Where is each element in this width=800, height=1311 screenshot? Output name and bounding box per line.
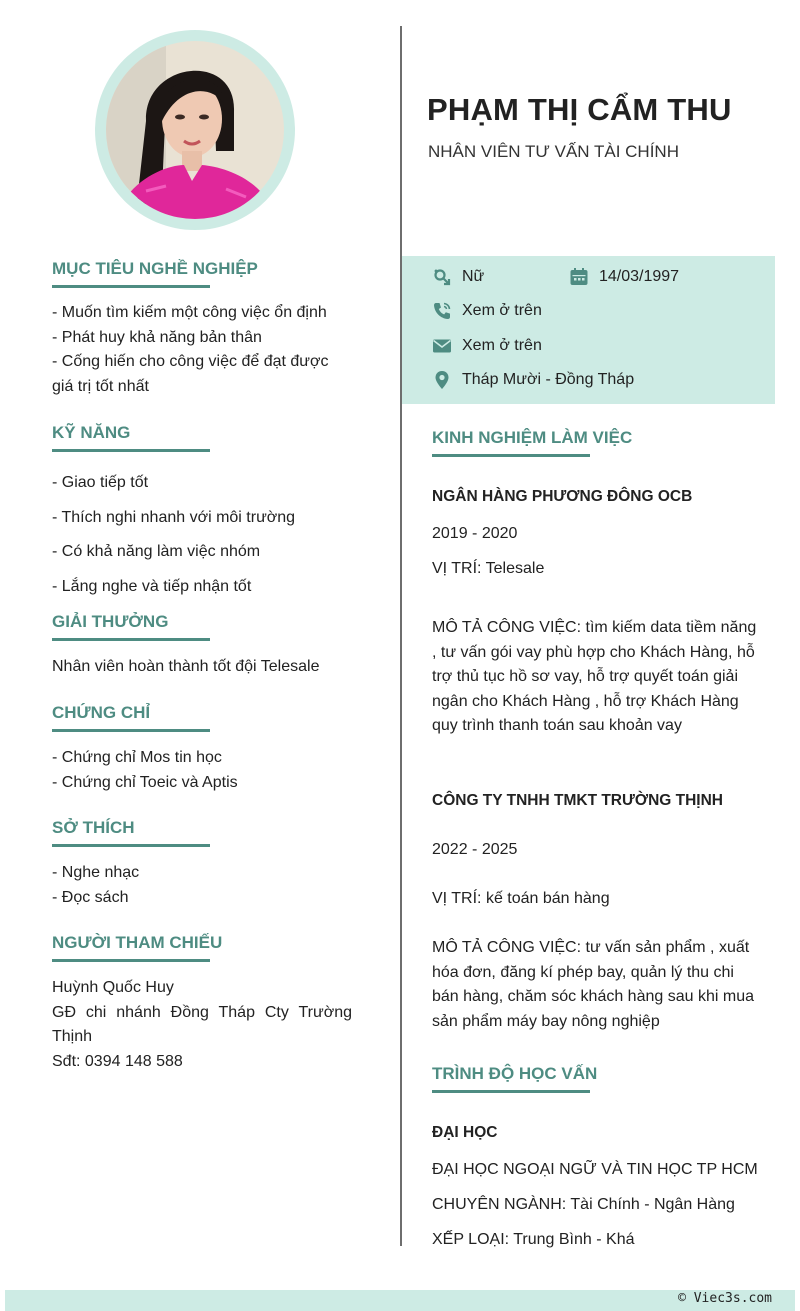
job-description: MÔ TẢ CÔNG VIỆC: tư vấn sản phẩm , xuất hóa đơn, đăng kí phép bay, quản lý thu chi bán hàng, chăm sóc khách hàng sau khi mua sản phẩm máy bay nông nghiệp (432, 939, 754, 1030)
experience-heading: KINH NGHIỆM LÀM VIỆC (432, 428, 590, 457)
email-value: Xem ở trên (462, 337, 542, 354)
portrait-image (106, 41, 284, 219)
reference-position: GĐ chi nhánh Đồng Tháp Cty Trường Thịnh (52, 1003, 352, 1045)
candidate-name: PHẠM THỊ CẨM THU (427, 92, 732, 127)
list-item: - Lắng nghe và tiếp nhận tốt (52, 577, 252, 595)
list-item: - Phát huy khả năng bản thân (52, 328, 262, 346)
email-icon (432, 336, 452, 356)
footer-copyright: © Viec3s.com (678, 1291, 772, 1306)
list-item: - Thích nghi nhanh với môi trường (52, 508, 296, 526)
company-name: CÔNG TY TNHH TMKT TRƯỜNG THỊNH (432, 792, 723, 809)
references-heading: NGƯỜI THAM CHIẾU (52, 933, 210, 962)
job-position: VỊ TRÍ: kế toán bán hàng (432, 890, 610, 907)
gender-value: Nữ (462, 268, 485, 285)
hobbies-list (52, 861, 352, 910)
reference-phone: Sđt: 0394 148 588 (52, 1052, 183, 1070)
list-item: - Chứng chỉ Toeic và Aptis (52, 773, 238, 791)
calendar-icon (569, 267, 589, 287)
certificates-heading: CHỨNG CHỈ (52, 703, 210, 732)
footer-bar (5, 1290, 795, 1311)
company-name: NGÂN HÀNG PHƯƠNG ĐÔNG OCB (432, 488, 693, 505)
career-goal-list (52, 301, 352, 399)
certificates-list (52, 746, 352, 795)
phone-value: Xem ở trên (462, 302, 542, 319)
list-item: - Nghe nhạc (52, 864, 140, 881)
address-value: Tháp Mười - Đồng Tháp (462, 371, 635, 388)
phone-row (432, 301, 542, 321)
list-item: - Cống hiến cho công việc để đạt được giá trị tốt nhất (52, 353, 329, 395)
list-item: - Chứng chỉ Mos tin học (52, 749, 222, 766)
phone-icon (432, 301, 452, 321)
list-item: - Đọc sách (52, 888, 129, 906)
list-item: Nhân viên hoàn thành tốt đội Telesale (52, 658, 320, 675)
dob-row (569, 267, 679, 287)
avatar (95, 30, 295, 230)
job-period: 2022 - 2025 (432, 841, 518, 858)
gender-row (432, 267, 484, 287)
references-block (52, 976, 352, 1074)
education-school: ĐẠI HỌC NGOẠI NGỮ VÀ TIN HỌC TP HCM (432, 1161, 758, 1178)
dob-value: 14/03/1997 (599, 268, 680, 285)
job-description: MÔ TẢ CÔNG VIỆC: tìm kiếm data tiềm năng , tư vấn gói vay phù hợp cho Khách Hàng, hỗ trợ thủ tục hồ sơ vay, hỗ trợ quyết toán giải ngân cho Khách Hàng , hỗ trợ Khách Hàng quy trình thanh toán sau khoản vay (432, 619, 757, 734)
gender-icon (432, 267, 452, 287)
list-item: - Muốn tìm kiếm một công việc ổn định (52, 304, 327, 321)
job-title: NHÂN VIÊN TƯ VẤN TÀI CHÍNH (428, 142, 679, 161)
education-grade: XẾP LOẠI: Trung Bình - Khá (432, 1231, 635, 1248)
list-item: - Giao tiếp tốt (52, 474, 149, 491)
job-period: 2019 - 2020 (432, 525, 518, 542)
reference-name: Huỳnh Quốc Huy (52, 979, 174, 996)
awards-heading: GIẢI THƯỞNG (52, 612, 210, 641)
skills-list (52, 466, 352, 604)
education-major: CHUYÊN NGÀNH: Tài Chính - Ngân Hàng (432, 1196, 735, 1213)
job-position: VỊ TRÍ: Telesale (432, 560, 545, 577)
column-divider (400, 26, 402, 1246)
location-icon (432, 370, 452, 390)
address-row (432, 370, 634, 390)
email-row (432, 336, 542, 356)
skills-heading: KỸ NĂNG (52, 423, 210, 452)
list-item: - Có khả năng làm việc nhóm (52, 543, 261, 560)
hobbies-heading: SỞ THÍCH (52, 818, 210, 847)
avatar-photo (106, 41, 284, 219)
career-goal-heading: MỤC TIÊU NGHỀ NGHIỆP (52, 259, 210, 288)
awards-list (52, 655, 352, 680)
education-heading: TRÌNH ĐỘ HỌC VẤN (432, 1064, 590, 1093)
education-level: ĐẠI HỌC (432, 1124, 498, 1141)
